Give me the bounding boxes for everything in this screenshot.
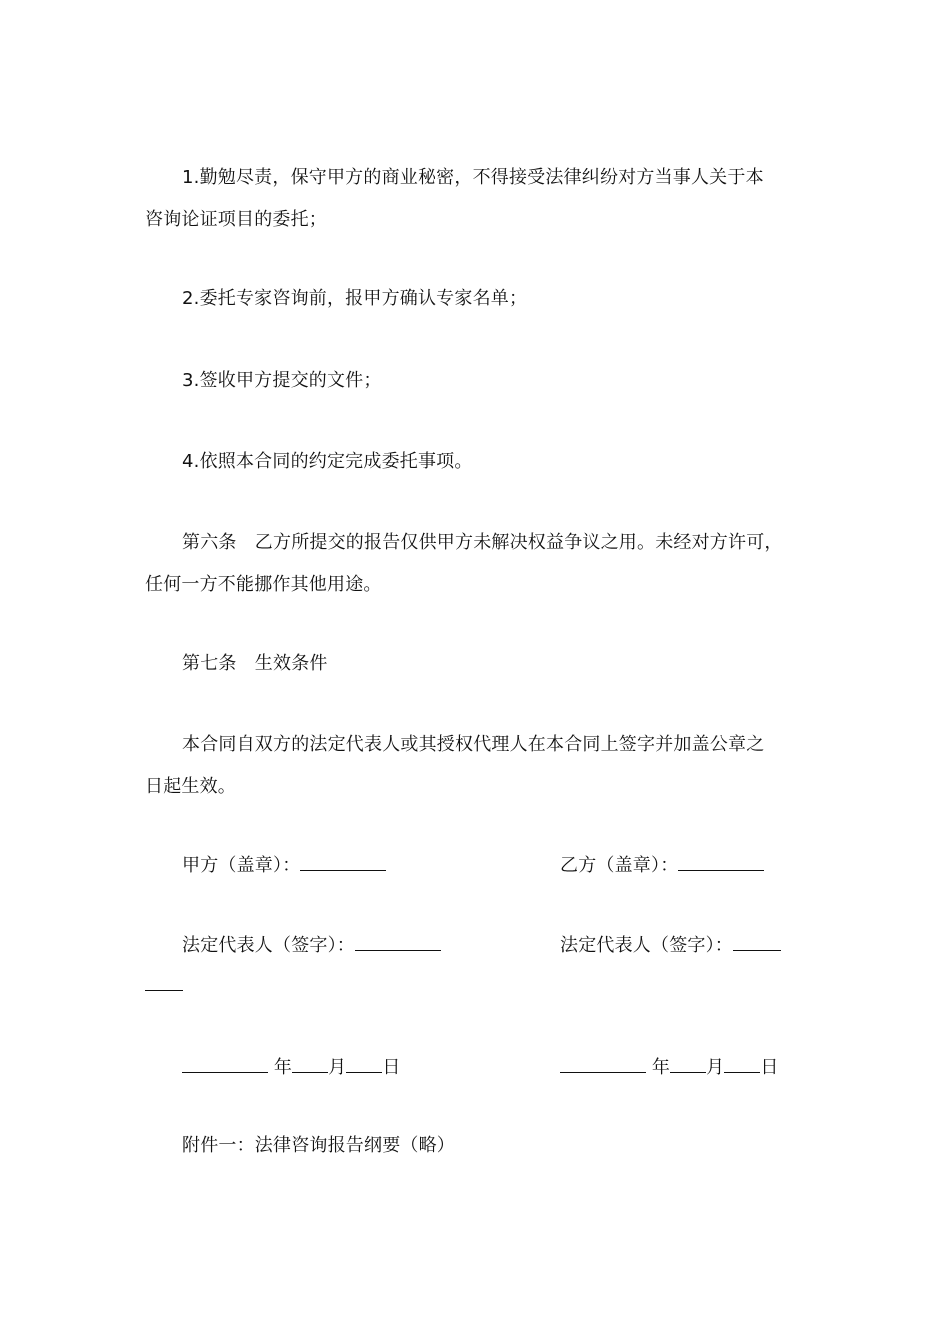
party-b-rep-sign xyxy=(560,932,781,958)
party-b-rep-sign-blank-continued xyxy=(145,972,183,991)
party-a-seal-blank xyxy=(300,852,386,871)
party-b-year-label: 年 xyxy=(651,1057,671,1078)
party-a-year-blank xyxy=(182,1054,268,1073)
party-a-rep-sign-label: 法定代表人（签字）： xyxy=(182,935,355,956)
party-a-seal xyxy=(182,852,386,878)
duty-item-2: 2.委托专家咨询前，报甲方确认专家名单； xyxy=(182,288,528,309)
party-b-rep-sign-blank xyxy=(733,932,781,951)
duty-item-4: 4.依照本合同的约定完成委托事项。 xyxy=(182,451,473,472)
article-7-line-2: 日起生效。 xyxy=(145,776,236,797)
party-b-year-blank xyxy=(560,1054,646,1073)
duty-item-1-line-2: 咨询论证项目的委托； xyxy=(145,209,327,230)
party-a-rep-sign-blank xyxy=(355,932,441,951)
attachment-note: 附件一：法律咨询报告纲要（略） xyxy=(182,1135,455,1156)
article-7-line-1: 本合同自双方的法定代表人或其授权代理人在本合同上签字并加盖公章之 xyxy=(182,734,765,755)
article-7-heading: 第七条 生效条件 xyxy=(182,653,328,674)
duty-item-3: 3.签收甲方提交的文件； xyxy=(182,370,382,391)
party-b-seal-blank xyxy=(678,852,764,871)
party-b-day-label: 日 xyxy=(760,1057,779,1078)
party-a-date xyxy=(182,1054,401,1080)
party-b-rep-sign-blank-wrap xyxy=(145,972,183,998)
party-b-month-blank xyxy=(670,1054,706,1073)
party-b-month-label: 月 xyxy=(706,1057,725,1078)
article-6-line-1: 第六条 乙方所提交的报告仅供甲方未解决权益争议之用。未经对方许可， xyxy=(182,532,783,553)
duty-item-1-line-1: 1.勤勉尽责，保守甲方的商业秘密，不得接受法律纠纷对方当事人关于本 xyxy=(182,167,764,188)
party-a-day-blank xyxy=(346,1054,382,1073)
article-6-line-2: 任何一方不能挪作其他用途。 xyxy=(145,574,382,595)
party-b-rep-sign-label: 法定代表人（签字）： xyxy=(560,935,733,956)
party-a-month-blank xyxy=(292,1054,328,1073)
party-a-seal-label: 甲方（盖章）： xyxy=(182,855,301,876)
party-a-year-label: 年 xyxy=(273,1057,293,1078)
party-b-seal xyxy=(560,852,764,878)
party-b-day-blank xyxy=(724,1054,760,1073)
party-b-date xyxy=(560,1054,779,1080)
party-a-rep-sign xyxy=(182,932,441,958)
party-b-seal-label: 乙方（盖章）： xyxy=(560,855,679,876)
party-a-month-label: 月 xyxy=(328,1057,347,1078)
party-a-day-label: 日 xyxy=(382,1057,401,1078)
